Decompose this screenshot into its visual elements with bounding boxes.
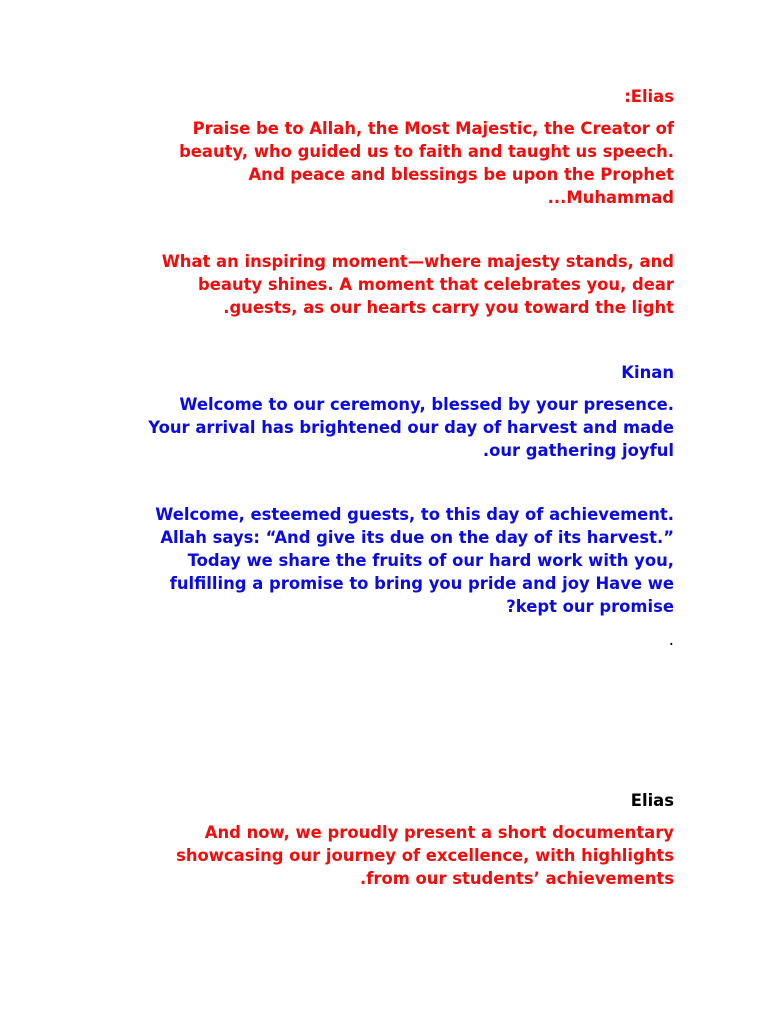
paragraph-opening-praise — [74, 118, 674, 210]
paragraph-documentary — [74, 822, 674, 891]
speaker-name: Kinan — [621, 363, 674, 382]
speaker-label-elias-second — [74, 790, 674, 813]
paragraph-line: Welcome to our ceremony, blessed by your presence. — [179, 395, 674, 414]
paragraph-line: .from our students’ achievements — [360, 868, 674, 888]
paragraph-line: And peace and blessings be upon the Prophet — [248, 164, 674, 184]
paragraph-line: showcasing our journey of excellence, with highlights — [176, 845, 674, 865]
paragraph-inspiring-moment — [74, 251, 674, 320]
speaker-name: :Elias — [624, 87, 674, 106]
paragraph-line: beauty, who guided us to faith and taught us speech. — [179, 141, 674, 161]
paragraph-line: . — [668, 630, 674, 649]
paragraph-line: ?kept our promise — [506, 596, 674, 616]
paragraph-line: fulfilling a promise to bring you pride and joy Have we — [169, 573, 674, 593]
paragraph-line: .guests, as our hearts carry you toward the light — [223, 297, 674, 317]
paragraph-line: And now, we proudly present a short documentary — [204, 823, 674, 842]
paragraph-line: beauty shines. A moment that celebrates you, dear — [198, 274, 674, 294]
paragraph-line: Welcome, esteemed guests, to this day of achievement. — [155, 505, 674, 524]
paragraph-line: ...Muhammad — [547, 187, 674, 207]
speaker-name: Elias — [630, 791, 674, 810]
paragraph-line: Your arrival has brightened our day of harvest and made — [148, 417, 674, 437]
paragraph-line: What an inspiring moment—where majesty stands, and — [161, 252, 674, 271]
paragraph-line: Praise be to Allah, the Most Majestic, the Creator of — [192, 119, 674, 138]
paragraph-harvest-verse — [74, 504, 674, 619]
stray-period — [74, 629, 674, 652]
speaker-label-kinan — [74, 362, 674, 385]
paragraph-line: Allah says: “And give its due on the day of its harvest.” — [160, 527, 674, 547]
paragraph-welcome-ceremony — [74, 394, 674, 463]
paragraph-line: Today we share the fruits of our hard work with you, — [187, 550, 674, 570]
speaker-label-elias — [74, 86, 674, 109]
paragraph-line: .our gathering joyful — [482, 440, 674, 460]
